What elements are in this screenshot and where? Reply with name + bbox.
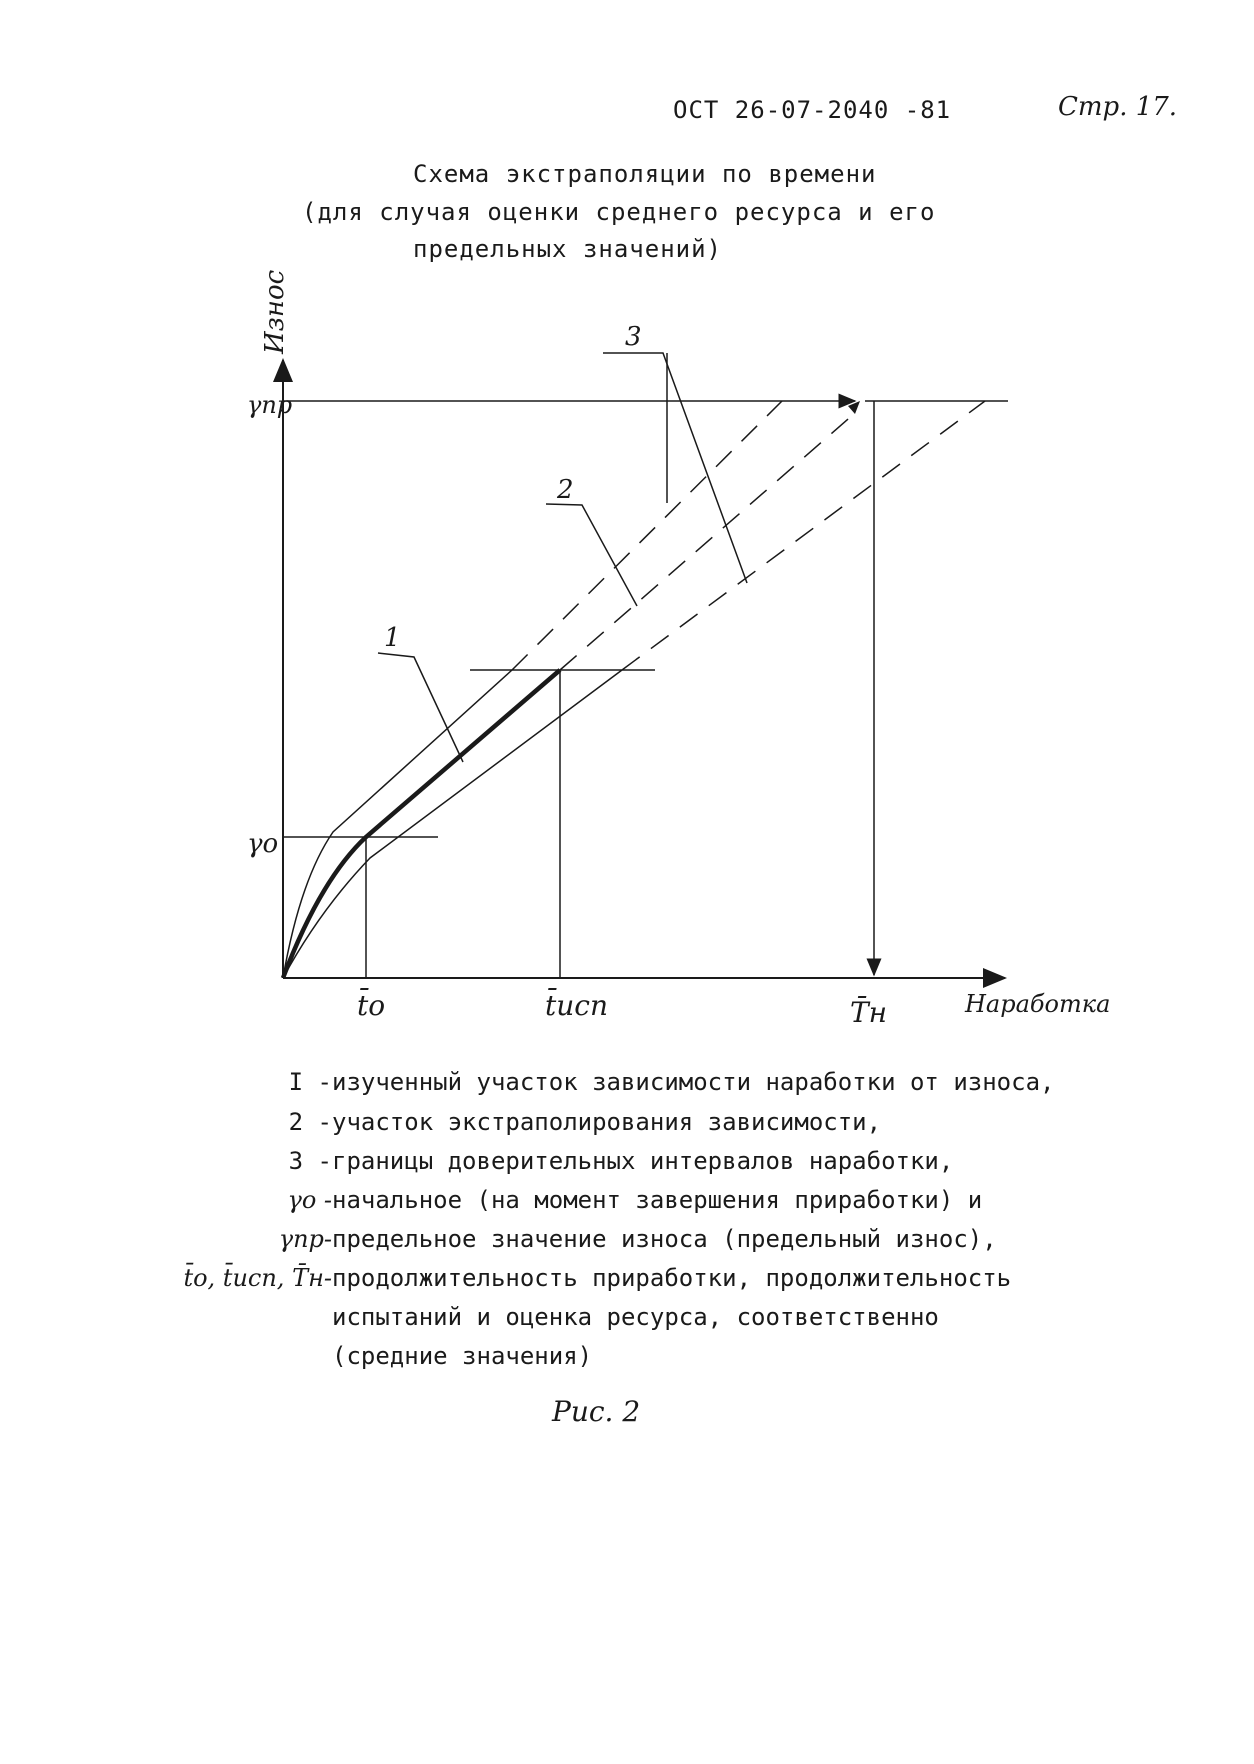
extrapolation-section (560, 413, 855, 670)
upper-bound-curve (283, 670, 512, 978)
legend-key: t̄о, t̄исп, T̄н- (183, 1264, 332, 1292)
legend-key: I - (288, 1068, 332, 1096)
figure-title-line-3: предельных значений) (413, 235, 722, 263)
legend-row (0, 1186, 1254, 1222)
callout-1-leader (378, 653, 463, 762)
legend-text: начальное (на момент завершения приработки) и (332, 1186, 983, 1214)
legend-text: продолжительность приработки, продолжительность (332, 1264, 1012, 1292)
lower-bound-extrapolation (622, 401, 985, 670)
legend-text: испытаний и оценка ресурса, соответственно (332, 1303, 939, 1331)
legend-row (0, 1342, 1254, 1378)
callout-3-leader (603, 353, 747, 583)
legend-text: границы доверительных интервалов наработки, (332, 1147, 954, 1175)
extrapolation-arrowhead (848, 401, 860, 414)
legend-row (0, 1068, 1254, 1104)
figure-caption: Рис. 2 (552, 1395, 641, 1428)
legend-text: предельное значение износа (предельный износ), (332, 1225, 997, 1253)
x-tick-tisp: t̄исп (545, 989, 608, 1022)
page-number: Стр. 17. (1058, 92, 1178, 122)
figure-title-line-2: (для случая оценки среднего ресурса и его (302, 198, 936, 226)
document-code: ОСТ 26-07-2040 -81 (673, 96, 952, 124)
legend-row (0, 1303, 1254, 1339)
callout-2: 2 (557, 475, 574, 505)
x-tick-t0: t̄о (357, 989, 386, 1022)
y-axis-label: Износ (260, 269, 290, 354)
legend-row (0, 1147, 1254, 1183)
legend-key: 3 - (288, 1147, 332, 1175)
legend-text: изученный участок зависимости наработки от износа, (332, 1068, 1055, 1096)
callout-3: 3 (625, 322, 642, 352)
lower-bound-curve (283, 670, 622, 978)
x-axis-label: Наработка (965, 990, 1111, 1018)
figure-title-line-1: Схема экстраполяции по времени (413, 160, 877, 188)
legend-key: 2 - (288, 1108, 332, 1136)
legend-key: γпр- (278, 1225, 332, 1253)
legend-row (0, 1225, 1254, 1261)
legend-key: γо - (287, 1186, 332, 1214)
legend-text: (средние значения) (332, 1342, 593, 1370)
studied-section-curve (283, 670, 560, 978)
y-tick-gamma-pr: γпр (247, 391, 293, 419)
legend-row (0, 1264, 1254, 1300)
upper-bound-extrapolation (512, 401, 782, 670)
legend-row (0, 1108, 1254, 1144)
legend-text: участок экстраполирования зависимости, (332, 1108, 882, 1136)
y-tick-gamma-0: γо (247, 829, 279, 859)
callout-1: 1 (384, 623, 401, 653)
x-tick-TH: T̄н (850, 996, 888, 1029)
